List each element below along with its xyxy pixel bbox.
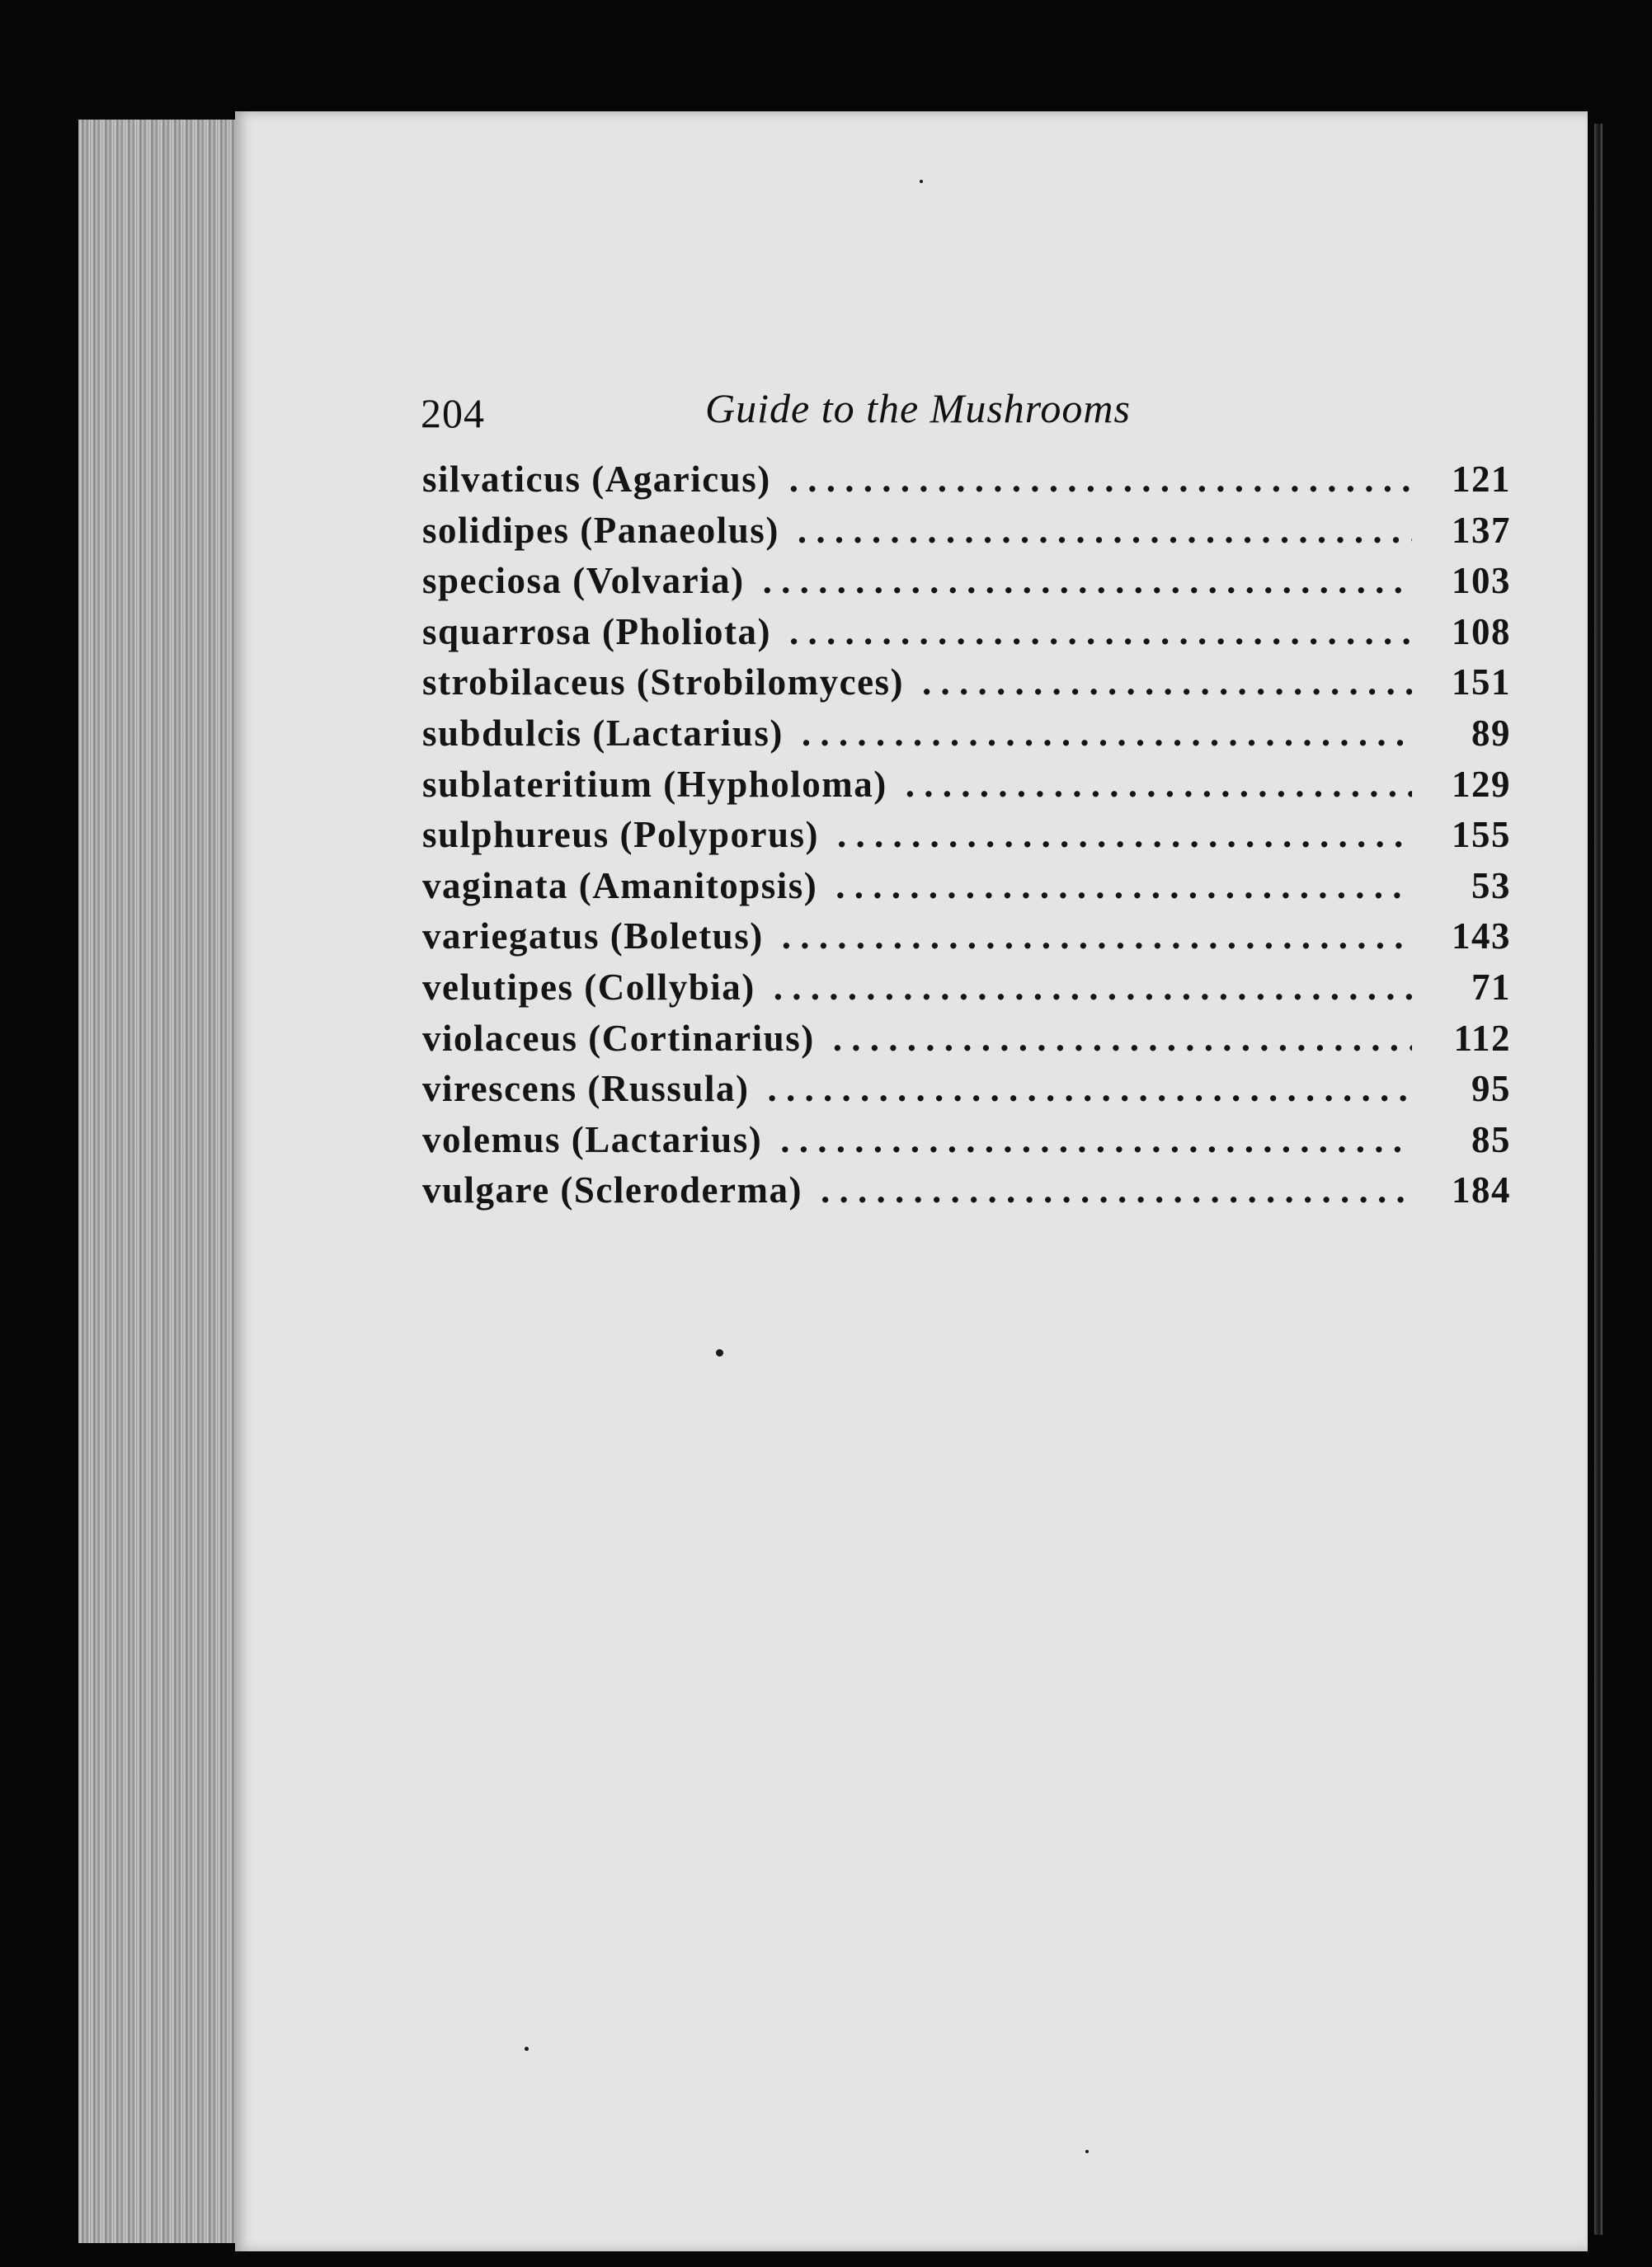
index-entry [422, 1067, 1511, 1118]
dot-leader [789, 458, 1412, 501]
index-term: velutipes (Collybia) [422, 966, 755, 1008]
dot-leader [780, 1118, 1412, 1161]
index-term: silvaticus (Agaricus) [422, 459, 771, 500]
index-term: strobilaceus (Strobilomyces) [422, 661, 905, 703]
index-entry [422, 458, 1511, 509]
index-page-ref: 71 [1471, 966, 1511, 1008]
dot-leader [906, 763, 1412, 806]
dot-leader [767, 1067, 1412, 1110]
index-page-ref: 53 [1471, 864, 1511, 906]
index-page-ref: 108 [1452, 610, 1511, 652]
book-page-edges [78, 120, 239, 2243]
index-entry [422, 813, 1511, 864]
index-term: volemus (Lactarius) [422, 1118, 763, 1160]
index-term: variegatus (Boletus) [422, 915, 764, 957]
index-page-ref: 112 [1453, 1017, 1511, 1059]
index-page-ref: 85 [1471, 1118, 1511, 1160]
index-term: speciosa (Volvaria) [422, 560, 745, 602]
ink-speck [920, 180, 923, 183]
dot-leader [835, 864, 1412, 907]
index-list [422, 458, 1511, 1220]
index-term: sulphureus (Polyporus) [422, 814, 820, 856]
index-entry [422, 966, 1511, 1017]
running-title: Guide to the Mushrooms [705, 385, 1131, 431]
index-page-ref: 184 [1452, 1169, 1511, 1211]
index-entry [422, 915, 1511, 966]
page-header [421, 379, 1245, 437]
index-page-ref: 137 [1452, 509, 1511, 551]
index-term: solidipes (Panaeolus) [422, 509, 779, 551]
dot-leader [922, 661, 1412, 703]
index-term: sublateritium (Hypholoma) [422, 763, 887, 805]
ink-speck [1085, 2150, 1089, 2153]
index-term: virescens (Russula) [422, 1068, 750, 1110]
page-number: 204 [421, 390, 485, 436]
index-entry [422, 763, 1511, 814]
index-term: subdulcis (Lactarius) [422, 712, 784, 754]
dot-leader [774, 966, 1412, 1009]
index-page-ref: 103 [1452, 560, 1511, 602]
dot-leader [833, 1017, 1412, 1060]
index-page-ref: 151 [1452, 661, 1511, 703]
dot-leader [798, 509, 1412, 552]
index-page-ref: 95 [1471, 1068, 1511, 1110]
index-entry [422, 712, 1511, 763]
index-page-ref: 121 [1452, 459, 1511, 500]
ink-speck [716, 1349, 723, 1357]
ink-speck [525, 2047, 529, 2051]
index-page-ref: 143 [1452, 915, 1511, 957]
index-entry [422, 559, 1511, 610]
index-page-ref: 89 [1471, 712, 1511, 754]
dot-leader [789, 610, 1412, 653]
dot-leader [782, 915, 1412, 957]
gutter-shadow [1594, 124, 1603, 2235]
index-entry [422, 661, 1511, 712]
index-page-ref: 129 [1452, 763, 1511, 805]
index-entry [422, 1169, 1511, 1220]
index-term: vaginata (Amanitopsis) [422, 864, 818, 906]
dot-leader [802, 712, 1412, 755]
index-entry [422, 864, 1511, 915]
index-entry [422, 1118, 1511, 1169]
index-term: vulgare (Scleroderma) [422, 1169, 802, 1211]
index-term: squarrosa (Pholiota) [422, 610, 771, 652]
index-term: violaceus (Cortinarius) [422, 1017, 815, 1059]
index-page-ref: 155 [1452, 814, 1511, 856]
dot-leader [821, 1169, 1412, 1211]
index-entry [422, 610, 1511, 661]
index-entry [422, 509, 1511, 560]
dot-leader [763, 559, 1412, 602]
index-entry [422, 1017, 1511, 1068]
dot-leader [837, 813, 1412, 856]
